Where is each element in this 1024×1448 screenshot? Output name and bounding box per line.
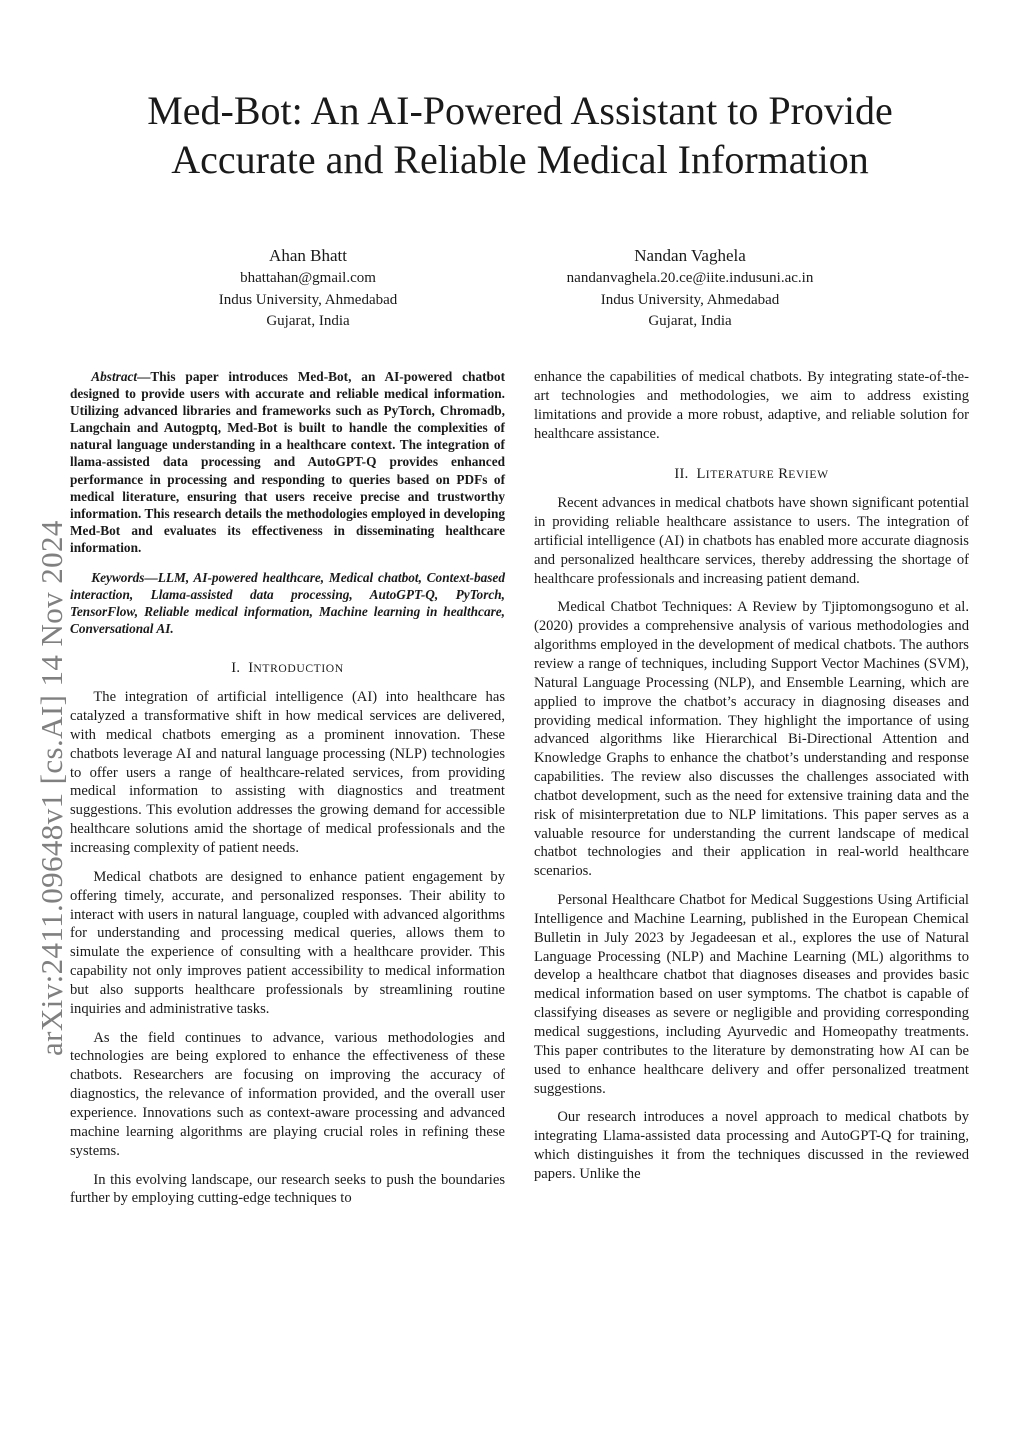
paragraph: As the field continues to advance, various methodologies and technologies are being explored to enhance the effectiveness of these chatbots. Researchers are focusing on improving the accuracy of diagnostics, the relevance of information provided, and the overall user experience. Innovations such as context-aware processing and advanced machine learning algorithms are playing crucial roles in refining these systems. <box>70 1029 505 1159</box>
title-line-1: Med-Bot: An AI-Powered Assistant to Provide <box>147 88 893 133</box>
paragraph: Medical chatbots are designed to enhance patient engagement by offering timely, accurate, and personalized responses. Their ability to interact with users in natural language, coupled with advanced algorithms for understanding and processing medical queries, allows them to simulate the experience of consulting with a healthcare provider. This capability not only improves patient accessibility to medical information but also supports healthcare professionals by streamlining routine inquiries and administrative tasks. <box>70 868 505 1017</box>
author-name: Ahan Bhatt <box>269 246 347 265</box>
author-email: nandanvaghela.20.ce@iite.indusuni.ac.in <box>566 270 814 286</box>
author-location: Gujarat, India <box>266 313 350 329</box>
arxiv-stamp: arXiv:2411.09648v1 [cs.AI] 14 Nov 2024 <box>34 520 69 1056</box>
author-block-1 <box>138 244 478 333</box>
paragraph: In this evolving landscape, our research seeks to push the boundaries further by employing cutting-edge techniques to <box>70 1171 505 1207</box>
section-heading-introduction: I. INTRODUCTION <box>231 660 344 677</box>
section-heading-literature-review: II. LITERATURE REVIEW <box>674 466 829 483</box>
author-block-2 <box>520 244 860 333</box>
abstract-dash: — <box>137 369 151 384</box>
author-affiliation: Indus University, Ahmedabad <box>218 291 398 308</box>
abstract <box>70 368 505 556</box>
title-line-2: Accurate and Reliable Medical Information <box>171 137 869 182</box>
author-email: bhattahan@gmail.com <box>240 270 376 286</box>
paragraph: Personal Healthcare Chatbot for Medical Suggestions Using Artificial Intelligence and Machine Learning, published in the European Chemical Bulletin in July 2023 by Jegadeesan et al., explores the use of Natural Language Processing (NLP) and Machine Learning (ML) algorithms to develop a healthcare chatbot that diagnoses diseases and provides basic medical information based on user symptoms. The chatbot is capable of classifying diseases as severe or negligible and providing corresponding medical suggestions, including Ayurvedic and Homeopathy treatments. This paper contributes to the literature by demonstrating how AI can be used to enhance healthcare delivery and offer personalized treatment suggestions. <box>534 892 969 1097</box>
paper-title <box>70 86 970 184</box>
author-location: Gujarat, India <box>648 313 732 329</box>
keywords: Keywords—LLM, AI-powered healthcare, Medical chatbot, Context-based interaction, Llama-assisted data processing, AutoGPT-Q, PyTorch, TensorFlow, Reliable medical information, Machine learning in healthcare, Conversational AI. <box>70 570 505 637</box>
author-affiliation: Indus University, Ahmedabad <box>600 291 780 308</box>
paragraph: The integration of artificial intelligence (AI) into healthcare has catalyzed a transformative shift in how medical services are delivered, with medical chatbots emerging as a prominent innovation. These chatbots leverage AI and natural language processing (NLP) technologies to offer users a range of healthcare-related services, from providing medical information to assisting with diagnostics and treatment suggestions. This evolution addresses the growing demand for accessible healthcare solutions amid the shortage of medical professionals and the increasing complexity of patient needs. <box>70 689 505 856</box>
paragraph: Our research introduces a novel approach to medical chatbots by integrating Llama-assisted data processing and AutoGPT-Q for training, which distinguishes it from the techniques discussed in the reviewed papers. Unlike the <box>534 1109 969 1182</box>
left-column <box>70 368 505 1218</box>
abstract-text: This paper introduces Med-Bot, an AI-powered chatbot designed to provide users with accurate and reliable medical information. Utilizing advanced libraries and frameworks such as PyTorch, Chromadb, Langchain and Autogptq, Med-Bot is built to handle the complexities of natural language understanding in a healthcare context. The integration of llama-assisted data processing and AutoGPT-Q provides enhanced performance in processing and responding to queries based on PDFs of medical literature, ensuring that users receive precise and trustworthy information. This research details the methodologies employed in developing Med-Bot and evaluates its effectiveness in disseminating healthcare information. <box>70 369 505 555</box>
paragraph: Recent advances in medical chatbots have shown significant potential in providing reliable healthcare assistance to users. The integration of artificial intelligence (AI) in chatbots has enabled more accurate diagnosis and personalized healthcare services, thereby addressing the shortage of healthcare professionals and increasing patient demand. <box>534 495 969 587</box>
author-name: Nandan Vaghela <box>634 246 746 265</box>
paragraph: enhance the capabilities of medical chatbots. By integrating state-of-the-art technologies and methodologies, we aim to address existing limitations and provide a more robust, adaptive, and reliable solution for healthcare assistance. <box>534 369 969 442</box>
abstract-label: Abstract <box>91 369 138 384</box>
paragraph: Medical Chatbot Techniques: A Review by Tjiptomongsoguno et al. (2020) provides a comprehensive analysis of various methodologies and algorithms employed in the development of medical chatbots. The authors review a range of techniques, including Support Vector Machines (SVM), Natural Language Processing (NLP), and Ensemble Learning, which are applied to improve the chatbot’s accuracy in diagnosing diseases and providing medical information. They highlight the importance of using advanced algorithms like Hierarchical Bi-Directional Attention and Knowledge Graphs to enhance the chatbot’s understanding and response capabilities. The review also discusses the challenges associated with chatbot development, such as the need for extensive training data and the risk of misinterpretation due to NLP limitations. This paper serves as a valuable resource for understanding the current landscape of medical chatbot technologies and their application in real-world healthcare scenarios. <box>534 599 969 880</box>
right-column <box>534 368 969 1194</box>
